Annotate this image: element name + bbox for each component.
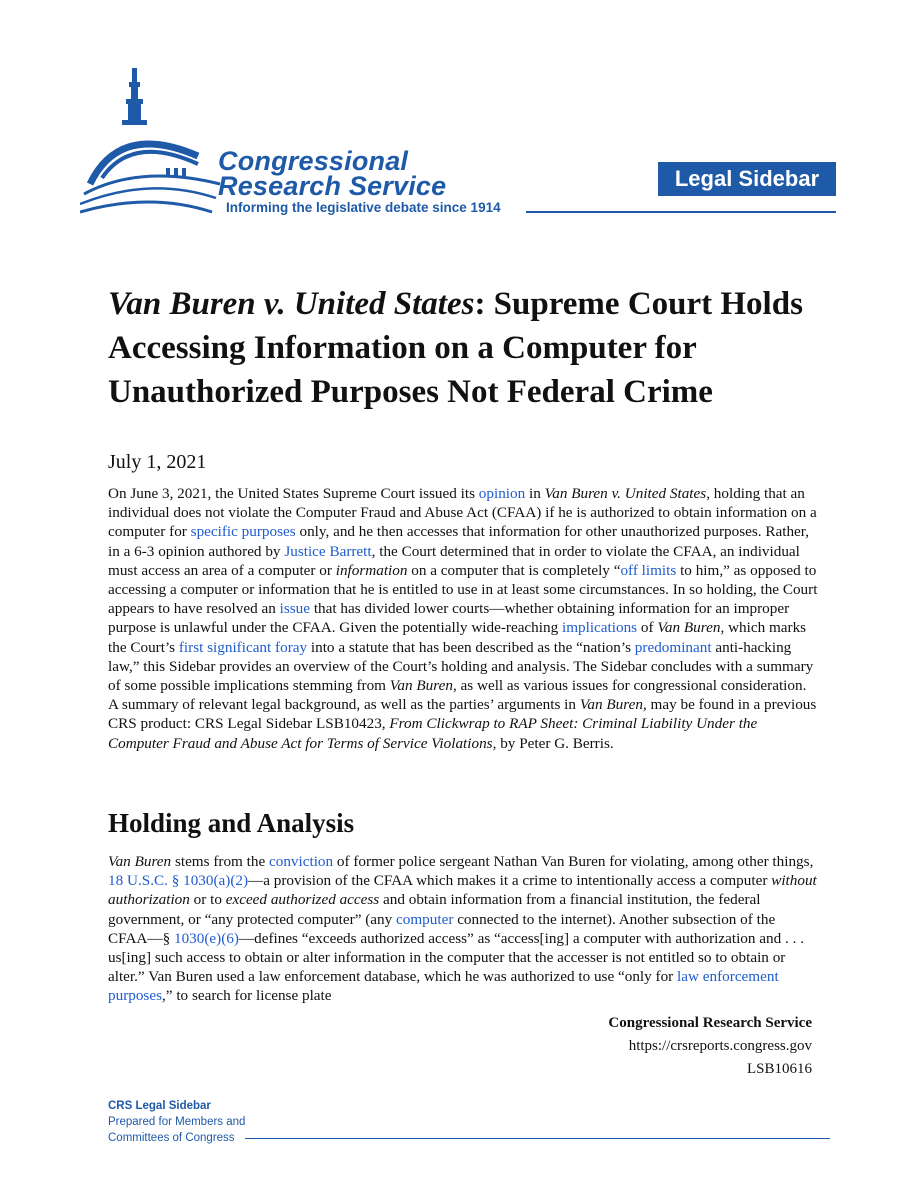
- section-heading: Holding and Analysis: [108, 808, 355, 838]
- org-name-line2: Research Service: [218, 171, 447, 201]
- link-law-enforcement-purposes[interactable]: law enforcement purposes: [108, 968, 779, 1005]
- link-computer[interactable]: computer: [396, 910, 454, 928]
- org-name-line1: Congressional: [218, 146, 409, 176]
- footer-series-line2: Prepared for Members and: [108, 1116, 246, 1128]
- link-predominant[interactable]: predominant: [634, 638, 712, 656]
- title-rest: : Supreme Court Holds Accessing Information on a Computer for Unauthorized Purposes Not Federal Crime: [108, 286, 803, 410]
- link-off-limits[interactable]: off limits: [620, 561, 677, 579]
- link-implications[interactable]: implications: [561, 619, 638, 637]
- publication-date: July 1, 2021: [108, 451, 207, 473]
- legal-sidebar-badge: Legal Sidebar: [658, 162, 836, 196]
- link-1030e6[interactable]: 1030(e)(6): [173, 929, 239, 947]
- link-opinion[interactable]: opinion: [478, 485, 526, 502]
- link-specific-purposes[interactable]: specific purposes: [190, 523, 296, 541]
- intro-paragraph: On June 3, 2021, the United States Supreme Court issued its opinion in Van Buren v. United States, holding that an individual does not violate the Computer Fraud and Abuse Act (CFAA) if he is authorized to obtain information on a computer for specific purposes only, and he then accesses that information for other unauthorized purposes. Rather, in a 6-3 opinion authored by Justice Barrett, the Court determined that in order to violate the CFAA, an individual must access an area of a computer or information on a computer that is completely “off limits to him,” as opposed to accessing a computer or information that he is entitled to use in at least some circumstances. In so holding, the Court appears to have resolved an issue that has divided lower courts—whether obtaining information for an improper purpose is unlawful under the CFAA. Given the potentially wide-reaching implications of Van Buren, which marks the Court’s first significant foray into a statute that has been described as the “nation’s predominant anti-hacking law,” this Sidebar provides an overview of the Court’s holding and analysis. The Sidebar concludes with a summary of some possible implications stemming from Van Buren, as well as various issues for congressional consideration. A summary of relevant legal background, as well as the parties’ arguments in Van Buren, may be found in a previous CRS product: CRS Legal Sidebar LSB10423, From Clickwrap to RAP Sheet: Criminal Liability Under the Computer Fraud and Abuse Act for Terms of Service Violations, by Peter G. Berris.: [108, 485, 818, 752]
- link-conviction[interactable]: conviction: [269, 853, 334, 870]
- footer-product-id: LSB10616: [746, 1061, 812, 1077]
- crs-logo: [80, 64, 540, 224]
- footer-url[interactable]: https://crsreports.congress.gov: [628, 1038, 812, 1054]
- footer-series-line3: Committees of Congress: [108, 1132, 235, 1144]
- footer-org: Congressional Research Service: [608, 1015, 812, 1031]
- footer-rule: [245, 1138, 830, 1139]
- org-tagline: Informing the legislative debate since 1914: [226, 200, 501, 215]
- link-issue[interactable]: issue: [279, 600, 311, 618]
- footer-series-title: CRS Legal Sidebar: [108, 1100, 211, 1112]
- page-title: [108, 282, 828, 414]
- section-paragraph: Van Buren stems from the conviction of former police sergeant Nathan Van Buren for violating, among other things, 18 U.S.C. § 1030(a)(2)—a provision of the CFAA which makes it a crime to intentionally access a computer without authorization or to exceed authorized access and obtain information from a financial institution, the federal government, or “any protected computer” (any computer connected to the internet). Another subsection of the CFAA—§ 1030(e)(6)—defines “exceeds authorized access” as “access[ing] a computer with authorization and . . . us[ing] such access to obtain or alter information in the computer that the accesser is not entitled so to obtain or alter.” Van Buren used a law enforcement database, which he was authorized to use “only for law enforcement purposes,” to search for license plate: [108, 853, 817, 1005]
- link-usc-1030a2[interactable]: 18 U.S.C. § 1030(a)(2): [108, 872, 249, 890]
- footer-citation: [608, 1012, 812, 1081]
- title-case-name: Van Buren v. United States: [108, 286, 475, 322]
- footer-series: [108, 1098, 245, 1146]
- header-rule: [526, 211, 836, 213]
- link-justice-barrett[interactable]: Justice Barrett: [284, 542, 372, 560]
- link-first-significant-foray[interactable]: first significant foray: [178, 638, 308, 656]
